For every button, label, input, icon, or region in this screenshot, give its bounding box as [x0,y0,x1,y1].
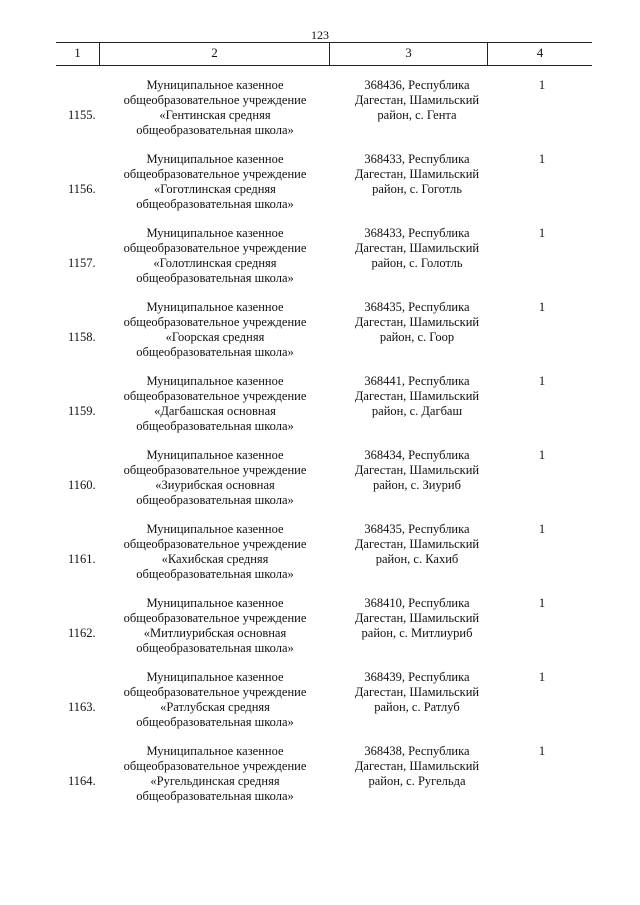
row-number: 1155. [68,108,96,122]
address-line: район, с. Гоор [379,330,455,344]
institution-name-line: «Гоорская средняя [165,330,265,344]
table-row [56,744,592,818]
address-line: Дагестан, Шамильский [354,759,480,773]
column-header-3: 3 [330,43,488,65]
address-line: 368436, Республика [364,78,470,92]
address-line: район, с. Кахиб [375,552,459,566]
institution-name-line: общеобразовательная школа» [136,197,294,211]
institution-name-line: Муниципальное казенное [146,744,284,758]
address-line: 368438, Республика [364,744,470,758]
row-number: 1164. [68,774,96,788]
institution-name-line: общеобразовательное учреждение [123,241,307,255]
institution-name-line: «Голотлинская средняя [153,256,277,270]
institution-name-line: «Гентинская средняя [159,108,271,122]
address-line: Дагестан, Шамильский [354,537,480,551]
row-number: 1161. [68,552,96,566]
page-number: 123 [311,28,329,42]
address-line: 368435, Республика [364,300,470,314]
table-row [56,226,592,300]
institution-name-line: общеобразовательная школа» [136,715,294,729]
address-line: район, с. Митлиуриб [361,626,473,640]
address-line: Дагестан, Шамильский [354,167,480,181]
column-header-4: 4 [536,45,544,60]
quantity: 1 [538,596,546,610]
institution-address [342,448,492,493]
institution-name-line: общеобразовательное учреждение [123,167,307,181]
institution-name-line: общеобразовательная школа» [136,271,294,285]
institution-name-line: общеобразовательное учреждение [123,537,307,551]
table-row [56,300,592,374]
address-line: район, с. Гоготль [372,182,462,196]
row-number: 1163. [68,700,96,714]
row-number: 1159. [68,404,96,418]
table-row [56,78,592,152]
column-header-2: 2 [100,43,330,65]
institution-name-line: общеобразовательная школа» [136,641,294,655]
institution-address [342,670,492,715]
address-line: Дагестан, Шамильский [354,389,480,403]
institution-name-line: «Зиурибская основная [155,478,275,492]
institution-name-line: общеобразовательное учреждение [123,759,307,773]
row-number: 1162. [68,626,96,640]
institution-name-line: Муниципальное казенное [146,522,284,536]
institution-name-line: Муниципальное казенное [146,78,284,92]
address-line: 368441, Республика [364,374,470,388]
institution-name-line: общеобразовательное учреждение [123,93,307,107]
institution-name-line: общеобразовательное учреждение [123,611,307,625]
row-number: 1156. [68,182,96,196]
quantity: 1 [538,744,546,758]
institution-name [100,374,330,434]
institution-name-line: общеобразовательное учреждение [123,463,307,477]
institution-name-line: общеобразовательное учреждение [123,389,307,403]
address-line: район, с. Голотль [371,256,463,270]
address-line: район, с. Гента [377,108,457,122]
quantity: 1 [538,670,546,684]
institution-address [342,78,492,123]
row-number: 1157. [68,256,96,270]
address-line: район, с. Дагбаш [371,404,463,418]
row-number: 1158. [68,330,96,344]
table-header [56,42,592,66]
address-line: 368439, Республика [364,670,470,684]
institution-address [342,300,492,345]
table-row [56,448,592,522]
institution-name-line: «Кахибская средняя [161,552,269,566]
institution-name-line: общеобразовательная школа» [136,493,294,507]
institution-address [342,226,492,271]
quantity: 1 [538,78,546,92]
institution-name-line: Муниципальное казенное [146,300,284,314]
quantity: 1 [538,152,546,166]
address-line: Дагестан, Шамильский [354,241,480,255]
institution-name-line: общеобразовательная школа» [136,419,294,433]
table-body [56,78,592,818]
quantity: 1 [538,522,546,536]
table-row [56,670,592,744]
address-line: 368433, Республика [364,226,470,240]
column-header-1: 1 [56,43,100,65]
table-row [56,522,592,596]
institution-name-line: «Гоготлинская средняя [154,182,276,196]
quantity: 1 [538,226,546,240]
row-number: 1160. [68,478,96,492]
institution-name-line: общеобразовательная школа» [136,123,294,137]
institution-address [342,522,492,567]
address-line: район, с. Зиуриб [373,478,461,492]
institution-name [100,448,330,508]
institution-name [100,226,330,286]
institution-name-line: Муниципальное казенное [146,374,284,388]
institution-name-line: общеобразовательная школа» [136,345,294,359]
quantity: 1 [538,374,546,388]
address-line: 368410, Республика [364,596,470,610]
institution-name-line: «Дагбашская основная [154,404,276,418]
institution-name-line: Муниципальное казенное [146,226,284,240]
institution-name-line: общеобразовательное учреждение [123,315,307,329]
institution-name-line: Муниципальное казенное [146,596,284,610]
institution-name [100,596,330,656]
quantity: 1 [538,448,546,462]
address-line: Дагестан, Шамильский [354,463,480,477]
institution-name [100,670,330,730]
institution-name-line: «Митлиурибская основная [143,626,287,640]
institution-name-line: «Ругельдинская средняя [150,774,280,788]
address-line: 368433, Республика [364,152,470,166]
address-line: Дагестан, Шамильский [354,685,480,699]
address-line: Дагестан, Шамильский [354,611,480,625]
institution-name [100,300,330,360]
address-line: район, с. Ругельда [368,774,466,788]
table-row [56,596,592,670]
address-line: 368435, Республика [364,522,470,536]
quantity: 1 [538,300,546,314]
institution-address [342,374,492,419]
institution-name-line: Муниципальное казенное [146,448,284,462]
institution-address [342,744,492,789]
table-row [56,374,592,448]
table-row [56,152,592,226]
institution-name-line: Муниципальное казенное [146,152,284,166]
address-line: 368434, Республика [364,448,470,462]
institution-address [342,596,492,641]
institution-address [342,152,492,197]
address-line: район, с. Ратлуб [374,700,460,714]
institution-name-line: Муниципальное казенное [146,670,284,684]
institution-name [100,522,330,582]
institution-name-line: общеобразовательная школа» [136,567,294,581]
institution-name [100,744,330,804]
address-line: Дагестан, Шамильский [354,93,480,107]
institution-name [100,152,330,212]
institution-name-line: общеобразовательная школа» [136,789,294,803]
institution-name-line: «Ратлубская средняя [160,700,270,714]
address-line: Дагестан, Шамильский [354,315,480,329]
institution-name-line: общеобразовательное учреждение [123,685,307,699]
institution-name [100,78,330,138]
